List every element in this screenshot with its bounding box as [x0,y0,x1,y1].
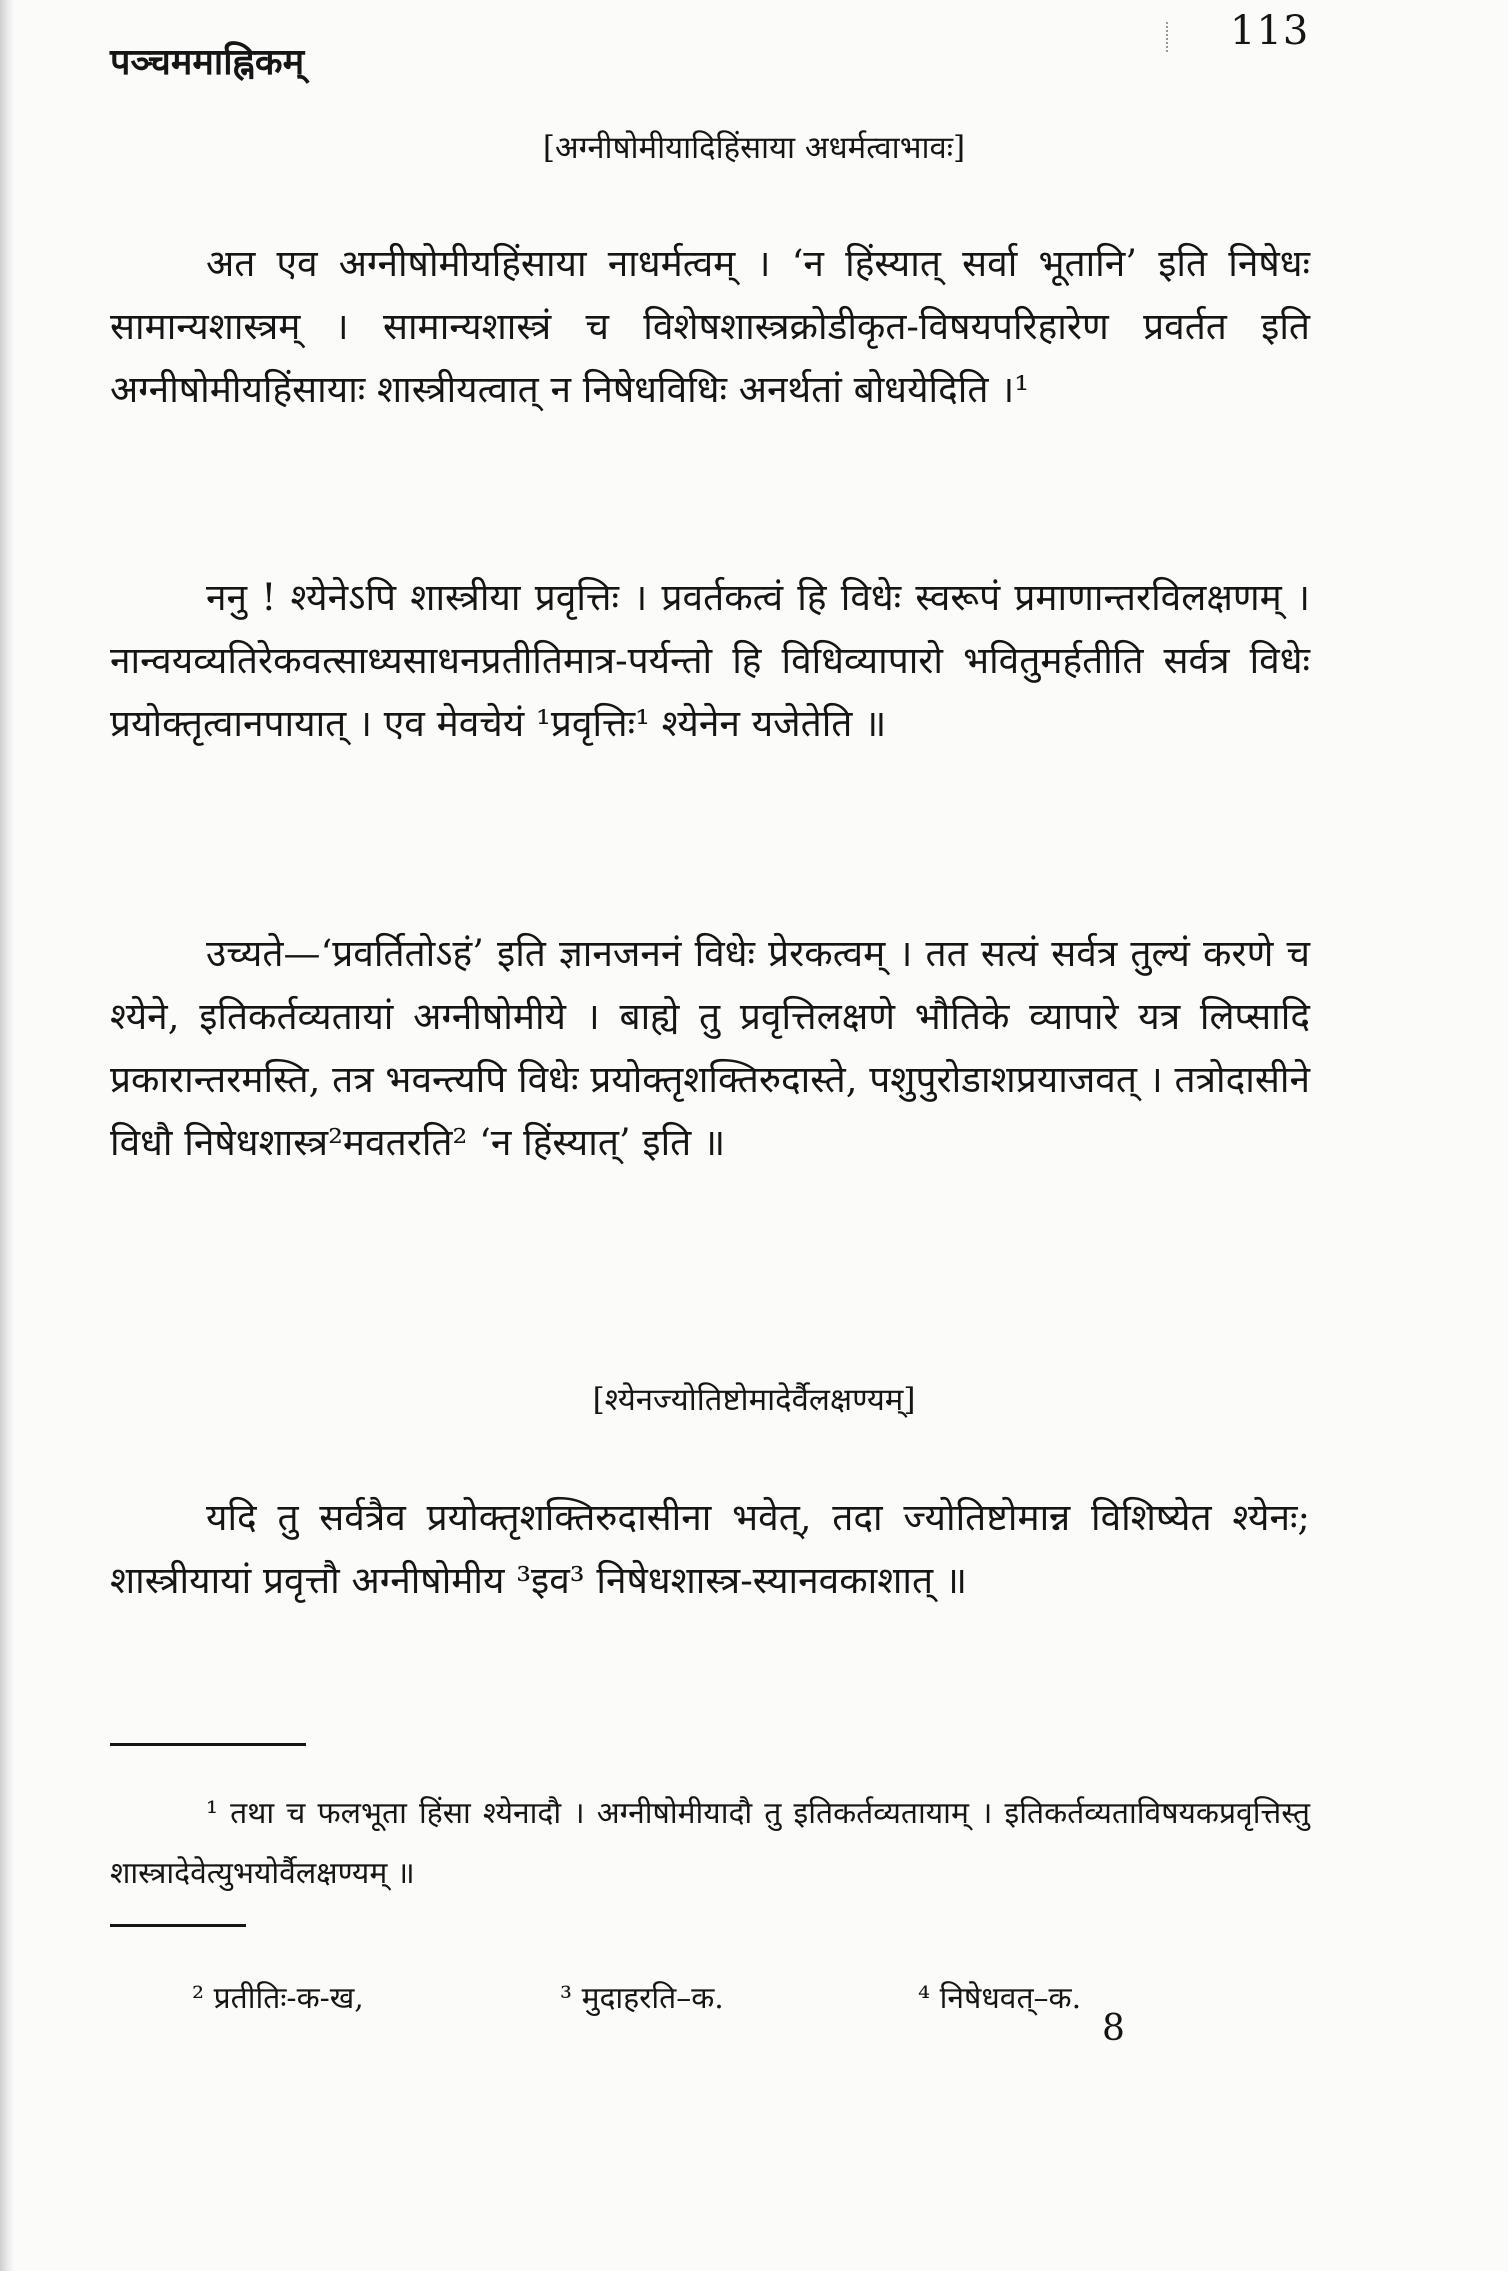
page-edge-shadow [0,0,14,2271]
variant-reading: ² प्रतीतिः-क-ख, [192,1981,364,2016]
paragraph-4: यदि तु सर्वत्रैव प्रयोक्तृशक्तिरुदासीना भवेत्, तदा ज्योतिष्टोमान्न विशिष्येत श्येनः; शास्त्रीयायां प्रवृत्तौ अग्नीषोमीय ³इव³ निषेधशास्त्र-स्यानवकाशात् ॥ [110,1496,1310,1602]
print-speck [1166,22,1178,52]
signature-mark: 8 [1102,2008,1125,2049]
running-head: पञ्चममाह्निकम् [110,41,305,83]
footnote-divider [110,1743,306,1746]
footnote-main: ¹ तथा च फलभूता हिंसा श्येनादौ । अग्नीषोमीयादौ तु इतिकर्तव्यतायाम् । इतिकर्तव्यताविषयकप्रवृत्तिस्तु शास्त्रादेवेत्युभयोर्वैलक्षण्यम् ॥ [110,1796,1310,1891]
paragraph-3: उच्यते—‘प्रवर्तितोऽहं’ इति ज्ञानजननं विधेः प्रेरकत्वम् । तत सत्यं सर्वत्र तुल्यं करणे च श्येने, इतिकर्तव्यतायां अग्नीषोमीये । बाह्ये तु प्रवृत्तिलक्षणे भौतिके व्यापारे यत्र लिप्सादि प्रकारान्तरमस्ति, तत्र भवन्त्यपि विधेः प्रयोक्तृशक्तिरुदास्ते, पशुपुरोडाशप्रयाजवत् । तत्रोदासीने विधौ निषेधशास्त्र²मवतरति² ‘न हिंस्यात्’ इति ॥ [110,932,1310,1164]
section-heading-adharma: [अग्नीषोमीयादिहिंसाया अधर्मत्वाभावः] [542,130,966,166]
paragraph-2: ननु ! श्येनेऽपि शास्त्रीया प्रवृत्तिः । प्रवर्तकत्वं हि विधेः स्वरूपं प्रमाणान्तरविलक्षणम् । नान्वयव्यतिरेकवत्साध्यसाधनप्रतीतिमात्र-पर्यन्तो हि विधिव्यापारो भवितुमर्हतीति सर्वत्र विधेः प्रयोक्तृत्वानपायात् । एव मेवचेयं ¹प्रवृत्तिः¹ श्येनेन यजेतेति ॥ [110,576,1310,745]
variant-reading: ³ मुदाहरति–क. [560,1981,724,2016]
paragraph-1: अत एव अग्नीषोमीयहिंसाया नाधर्मत्वम् । ‘न हिंस्यात् सर्वा भूतानि’ इति निषेधः सामान्यशास्त्रम् । सामान्यशास्त्रं च विशेषशास्त्रक्रोडीकृत-विषयपरिहारेण प्रवर्तत इति अग्नीषोमीयहिंसायाः शास्त्रीयत्वात् न निषेधविधिः अनर्थतां बोधयेदिति ।¹ [110,242,1310,411]
section-heading-shyena: [श्येनज्योतिष्टोमादेर्वैलक्षण्यम्] [592,1382,916,1418]
page-number: 113 [1230,8,1310,54]
variants-divider [110,1924,246,1927]
variant-reading: ⁴ निषेधवत्–क. [918,1981,1082,2016]
